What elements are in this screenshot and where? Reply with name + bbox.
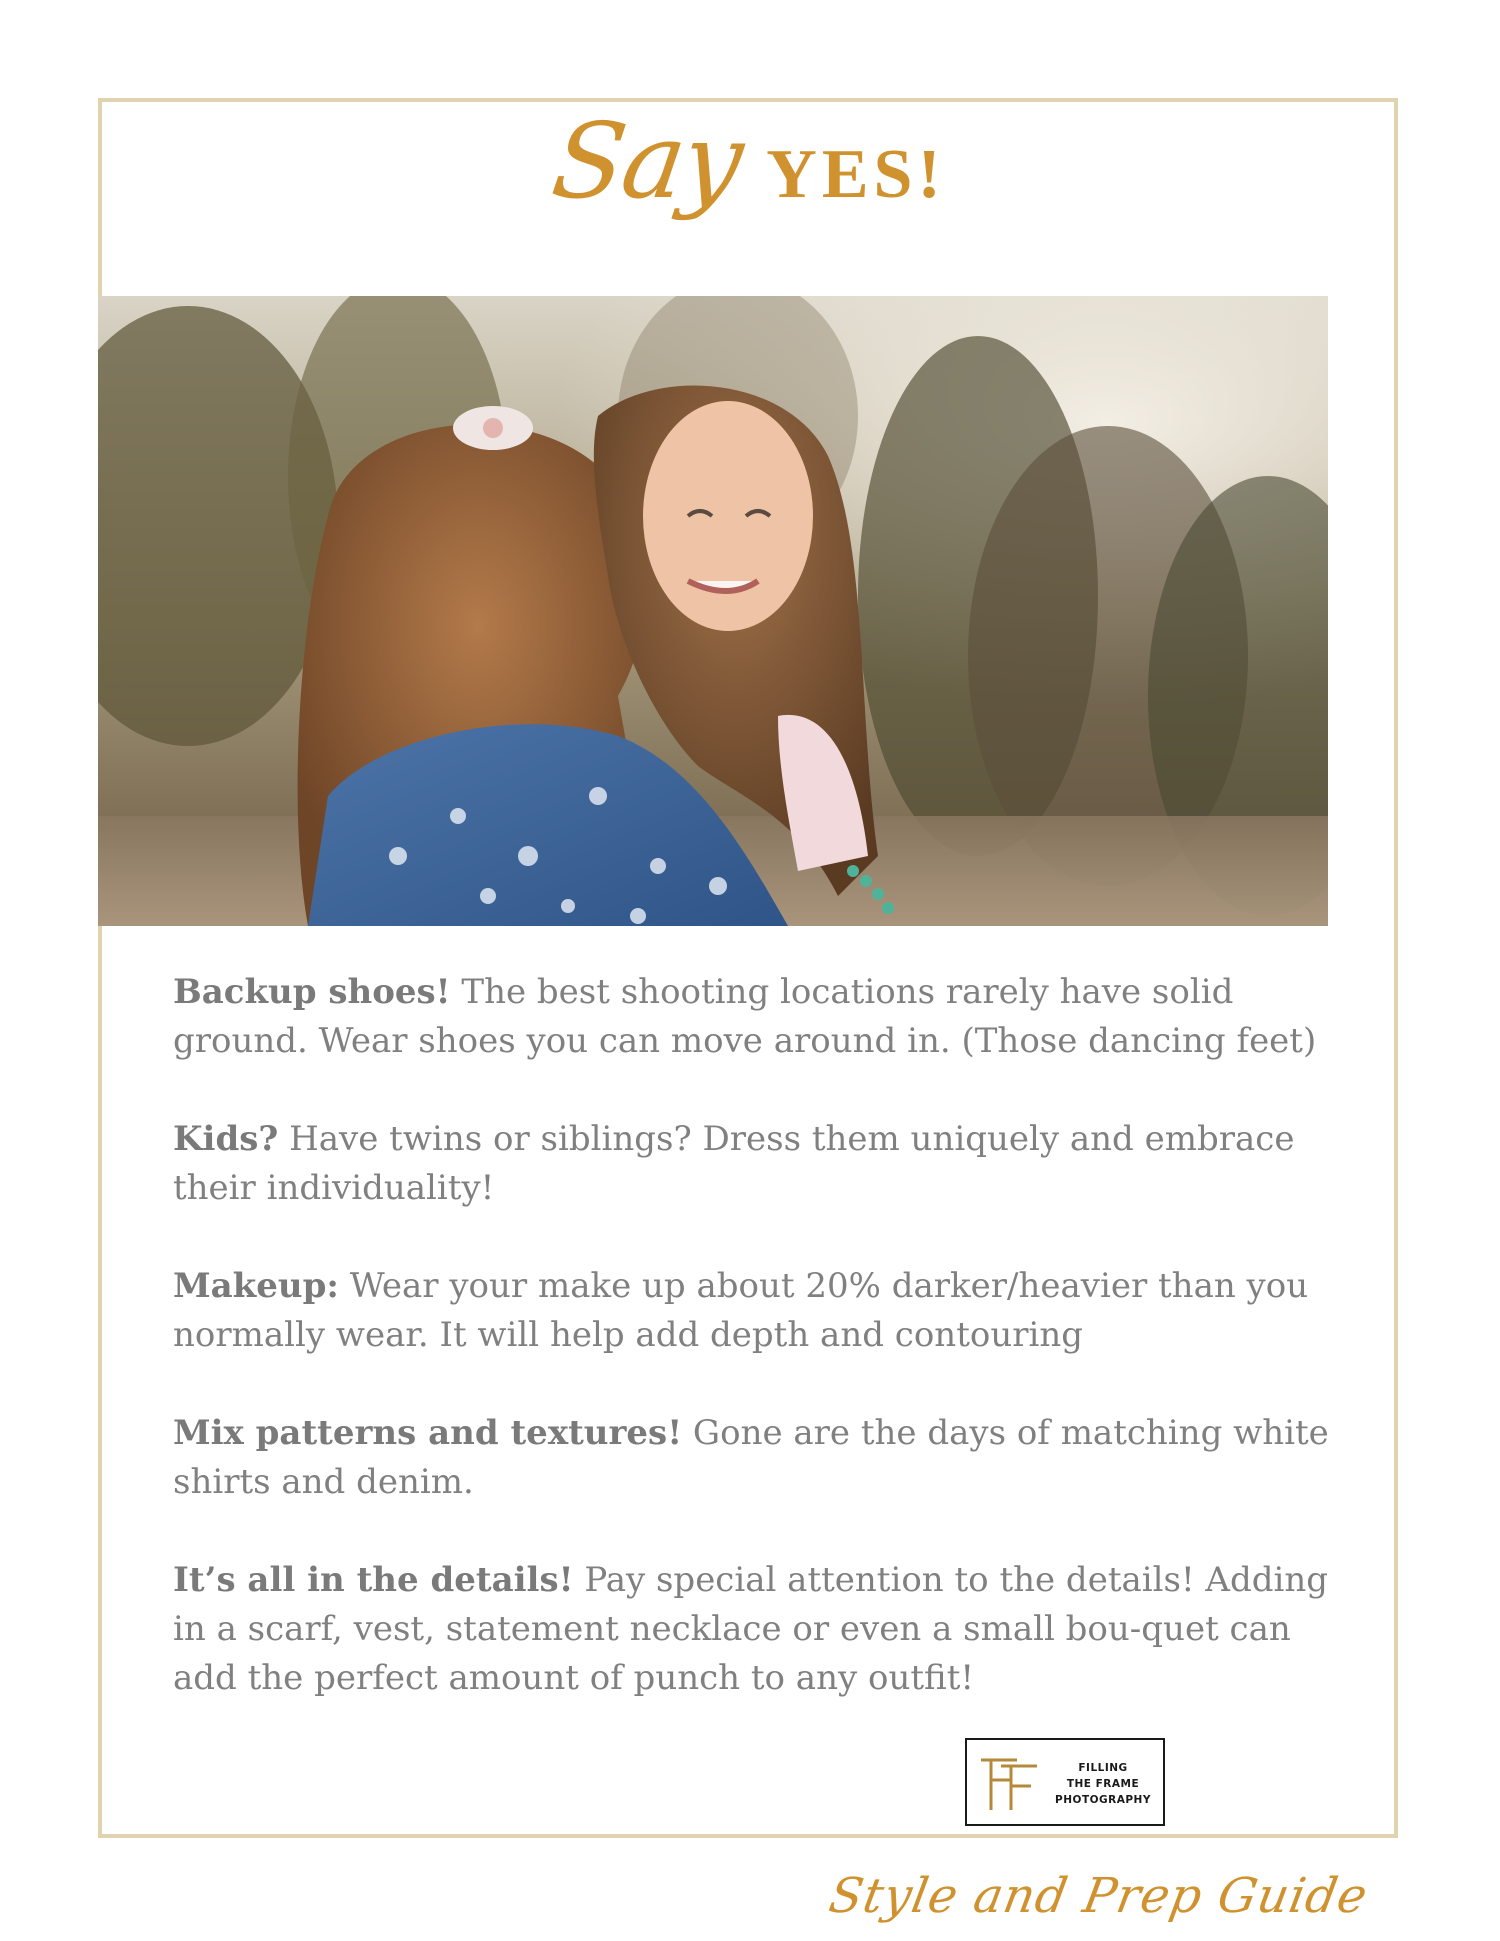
tip-backup-shoes (173, 968, 1333, 1066)
page-title (0, 100, 1500, 250)
hero-photo (98, 296, 1328, 926)
tip-makeup (173, 1262, 1333, 1360)
tip-heading: Makeup: (173, 1266, 339, 1306)
tip-body: The best shooting locations rarely have solid ground. Wear shoes you can move around in. (Those dancing feet) (173, 972, 1317, 1061)
tip-heading: Backup shoes! (173, 972, 451, 1012)
logo-line-2: THE FRAME (1066, 1778, 1140, 1790)
logo-line-1: FILLING (1078, 1762, 1128, 1774)
tips-list (173, 968, 1333, 1752)
title-script: Say (545, 100, 749, 222)
tip-kids (173, 1115, 1333, 1213)
tip-body: Have twins or siblings? Dress them uniquely and embrace their individuality! (173, 1119, 1295, 1208)
tip-heading: Mix patterns and textures! (173, 1413, 683, 1453)
tip-mix-patterns (173, 1409, 1333, 1507)
tip-body: Wear your make up about 20% darker/heavier than you normally wear. It will help add depth and contouring (173, 1266, 1309, 1355)
brand-logo (965, 1738, 1165, 1826)
photo-two-girls-hugging (98, 296, 1328, 926)
logo-text (1047, 1760, 1159, 1808)
tip-body: Gone are the days of matching white shirts and denim. (173, 1413, 1329, 1502)
tip-heading: Kids? (173, 1119, 279, 1159)
footer-tagline: Style and Prep Guide (825, 1868, 1373, 1924)
tip-details (173, 1556, 1333, 1703)
tip-body: Pay special attention to the details! Adding in a scarf, vest, statement necklace or even a small bou-quet can add the perfect amount of punch to any outfit! (173, 1560, 1329, 1698)
logo-line-3: PHOTOGRAPHY (1055, 1794, 1151, 1806)
ff-monogram-icon (977, 1754, 1041, 1814)
title-bold: YES! (766, 136, 946, 213)
tip-heading: It’s all in the details! (173, 1560, 574, 1600)
